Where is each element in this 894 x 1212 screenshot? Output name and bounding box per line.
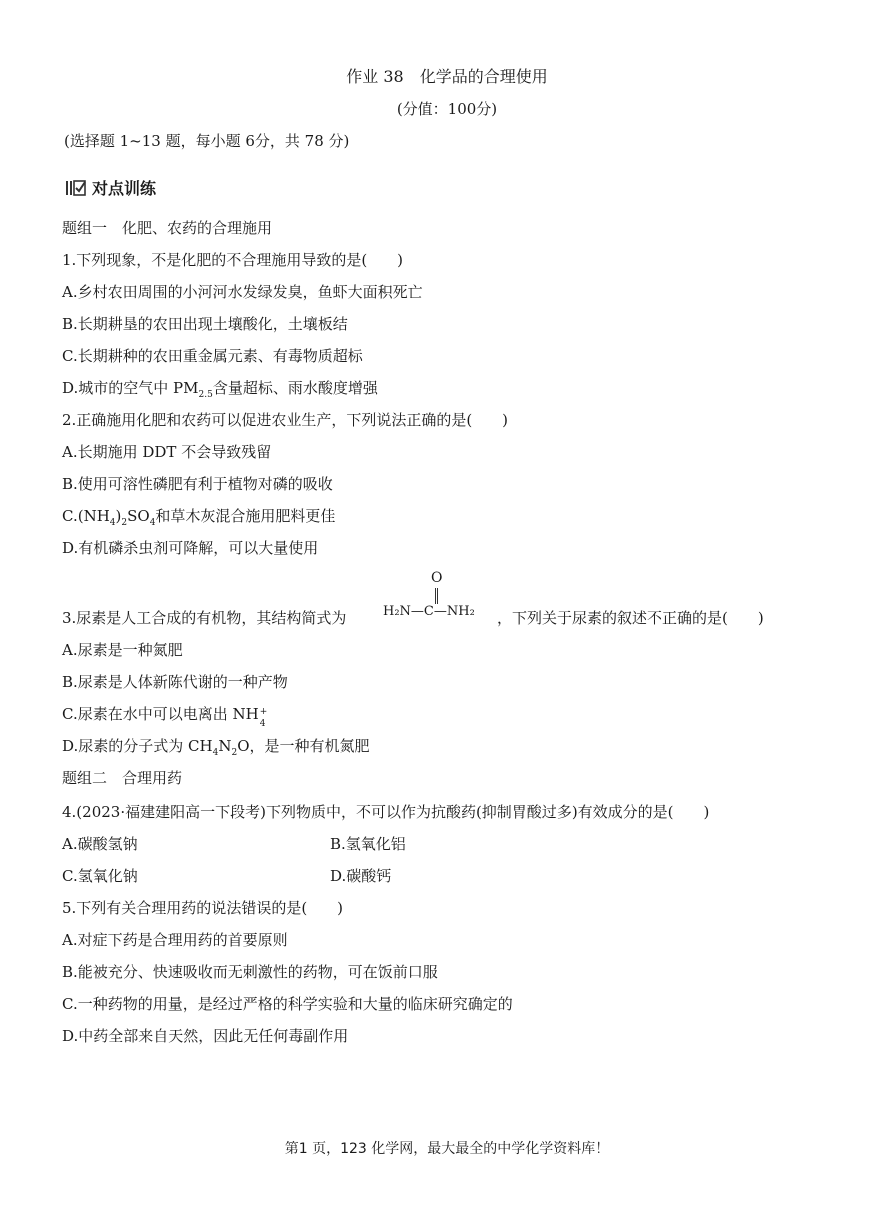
ion-subscript: 4: [259, 719, 266, 729]
option-d-post: O，是一种有机氮肥: [237, 737, 370, 755]
option-b: B.使用可溶性磷肥有利于植物对磷的吸收: [62, 475, 333, 493]
page-footer: 第1 页，123 化学网，最大最全的中学化学资料库！: [284, 1141, 610, 1157]
group-title: 题组二 合理用药: [62, 769, 183, 787]
option-b: B.尿素是人体新陈代谢的一种产物: [62, 673, 288, 691]
option-c-pre: C.尿素在水中可以电离出 NH: [62, 705, 259, 723]
option-a: A.长期施用 DDT 不会导致残留: [62, 443, 272, 461]
urea-structure: [383, 570, 495, 626]
ion-charge: +: [259, 707, 268, 717]
question-stem: [62, 608, 346, 628]
option-d: [62, 736, 370, 763]
formula-part: ): [115, 507, 122, 525]
formula-subscript: 2: [231, 748, 238, 758]
checklist-icon: [66, 179, 86, 197]
formula-subscript: 2: [121, 518, 128, 528]
option-d: D.中药全部来自天然，因此无任何毒副作用: [62, 1027, 349, 1045]
option-a: A.对症下药是合理用药的首要原则: [62, 931, 288, 949]
page-title: 作业 38 化学品的合理使用: [346, 67, 548, 86]
stem-pre: 3.尿素是人工合成的有机物，其结构简式为: [62, 609, 347, 627]
option-d: D.有机磷杀虫剂可降解，可以大量使用: [62, 539, 319, 557]
formula-part: N: [218, 737, 232, 755]
option-d-pre: D.城市的空气中 PM: [62, 379, 199, 397]
formula-subscript: 4: [109, 518, 116, 528]
formula-subscript: 4: [149, 518, 156, 528]
question-stem: 1.下列现象，不是化肥的不合理施用导致的是( ): [62, 251, 404, 269]
section-title: 对点训练: [92, 179, 157, 198]
formula-oxygen: O: [431, 570, 443, 586]
formula-part: SO: [127, 507, 150, 525]
pm-subscript: 2.5: [198, 390, 213, 400]
option-a: A.尿素是一种氮肥: [62, 641, 183, 659]
instruction-note: (选择题 1~13 题，每小题 6分，共 78 分): [64, 132, 350, 150]
formula-subscript: 4: [212, 748, 219, 758]
option-c: C.氢氧化钠: [62, 867, 138, 885]
question-stem: 5.下列有关合理用药的说法错误的是( ): [62, 899, 344, 917]
formula-part: C.(NH: [62, 507, 110, 525]
stem-post: ，下列关于尿素的叙述不正确的是( ): [497, 609, 764, 627]
formula-main: H₂N—C—NH₂: [383, 604, 475, 619]
score-note: (分值：100分): [396, 100, 498, 118]
option-c: [62, 704, 268, 729]
option-b: B.能被充分、快速吸收而无刺激性的药物，可在饭前口服: [62, 963, 438, 981]
group-title: 题组一 化肥、农药的合理施用: [62, 219, 273, 237]
question-stem: 2.正确施用化肥和农药可以促进农业生产，下列说法正确的是( ): [62, 411, 509, 429]
option-c: C.长期耕种的农田重金属元素、有毒物质超标: [62, 347, 363, 365]
option-c: [62, 506, 335, 533]
option-d: [62, 378, 378, 405]
option-d: D.碳酸钙: [330, 867, 392, 885]
option-d-post: 含量超标、雨水酸度增强: [212, 379, 378, 397]
option-a: A.乡村农田周围的小河河水发绿发臭，鱼虾大面积死亡: [62, 283, 423, 301]
option-b: B.氢氧化铝: [330, 835, 406, 853]
option-c: C.一种药物的用量，是经过严格的科学实验和大量的临床研究确定的: [62, 995, 513, 1013]
option-c-post: 和草木灰混合施用肥料更佳: [155, 507, 336, 525]
option-a: A.碳酸氢钠: [62, 835, 138, 853]
option-b: B.长期耕垦的农田出现土壤酸化，土壤板结: [62, 315, 348, 333]
question-stem: 4.(2023·福建建阳高一下段考)下列物质中，不可以作为抗酸药(抑制胃酸过多)有效成分的是( ): [62, 803, 710, 821]
formula-part: D.尿素的分子式为 CH: [62, 737, 213, 755]
section-header: [66, 176, 156, 199]
